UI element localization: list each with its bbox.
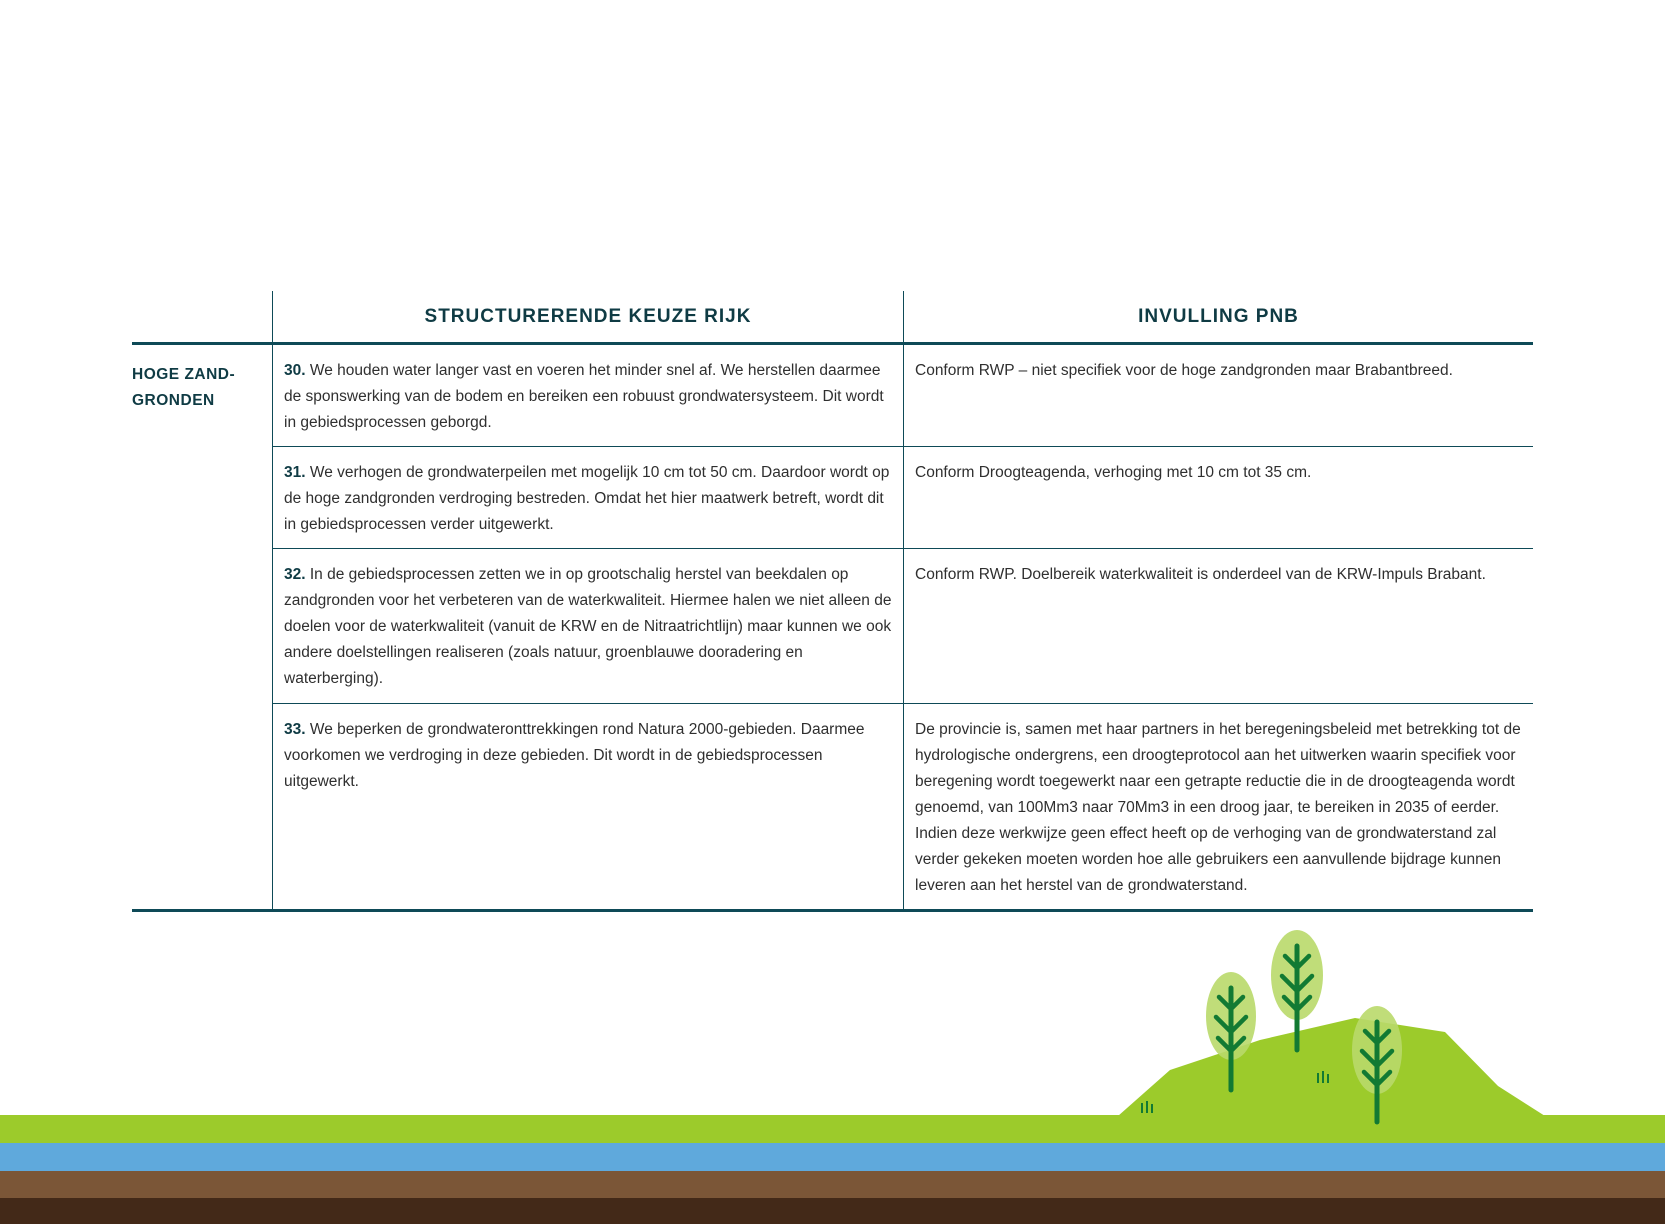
table-row xyxy=(273,704,1533,909)
deep-soil-strip xyxy=(0,1198,1665,1224)
pnb-cell: Conform RWP. Doelbereik waterkwaliteit is onderdeel van de KRW-Impuls Brabant. xyxy=(903,549,1533,703)
item-number: 33. xyxy=(284,721,306,738)
rijk-cell xyxy=(273,447,903,548)
soil-strip xyxy=(0,1171,1665,1198)
rijk-text: We verhogen de grondwaterpeilen met mogelijk 10 cm tot 50 cm. Daardoor wordt op de hoge zandgronden verdroging bestreden. Omdat het hier maatwerk betreft, wordt dit in gebiedsprocessen verder uitgewerkt. xyxy=(284,464,890,533)
comparison-table xyxy=(132,291,1533,912)
table-row xyxy=(273,447,1533,549)
table-header xyxy=(132,291,1533,345)
item-number: 30. xyxy=(284,362,306,379)
header-invulling-pnb: INVULLING PNB xyxy=(903,291,1533,342)
pnb-cell: Conform Droogteagenda, verhoging met 10 cm tot 35 cm. xyxy=(903,447,1533,548)
item-number: 32. xyxy=(284,566,306,583)
row-group-label xyxy=(132,345,272,909)
rijk-text: We houden water langer vast en voeren het minder snel af. We herstellen daarmee de sponswerking van de bodem en bereiken een robuust grondwatersysteem. Dit wordt in gebiedsprocessen geborgd. xyxy=(284,362,884,431)
pnb-cell: Conform RWP – niet specifiek voor de hoge zandgronden maar Brabantbreed. xyxy=(903,345,1533,446)
table-row xyxy=(273,549,1533,704)
table-body xyxy=(132,345,1533,912)
row-label-line-2: GRONDEN xyxy=(132,392,215,409)
table-row xyxy=(273,345,1533,447)
rijk-text: In de gebiedsprocessen zetten we in op grootschalig herstel van beekdalen op zandgronden voor het verbeteren van de waterkwaliteit. Hiermee halen we niet alleen de doelen voor de waterkwaliteit (vanuit de KRW en de Nitraatrichtlijn) maar kunnen we ook andere doelstellingen realiseren (zoals natuur, groenblauwe dooradering en waterberging). xyxy=(284,566,892,687)
rijk-cell xyxy=(273,345,903,446)
grass-strip xyxy=(0,1115,1665,1143)
header-structurerende-keuze-rijk: STRUCTURERENDE KEUZE RIJK xyxy=(272,291,903,342)
rijk-cell xyxy=(273,549,903,703)
water-strip xyxy=(0,1143,1665,1171)
rijk-cell xyxy=(273,704,903,909)
hill-shape xyxy=(1118,1018,1545,1116)
table-rows xyxy=(272,345,1533,909)
pnb-cell: De provincie is, samen met haar partners in het beregeningsbeleid met betrekking tot de hydrologische ondergrens, een droogteprotocol aan het uitwerken waarin specifiek voor beregening wordt toegewerkt naar een getrapte reductie die in de droogteagenda wordt genoemd, van 100Mm3 naar 70Mm3 in een droog jaar, te bereiken in 2035 of eerder. Indien deze werkwijze geen effect heeft op de verhoging van de grondwaterstand zal verder gekeken moeten worden hoe alle gebruikers een aanvullende bijdrage kunnen leveren aan het herstel van de grondwaterstand. xyxy=(903,704,1533,909)
item-number: 31. xyxy=(284,464,306,481)
landscape-illustration xyxy=(0,920,1665,1224)
row-label-line-1: HOGE ZAND- xyxy=(132,366,236,383)
header-empty-cell xyxy=(132,291,272,342)
rijk-text: We beperken de grondwateronttrekkingen rond Natura 2000-gebieden. Daarmee voorkomen we verdroging in deze gebieden. Dit wordt in de gebiedsprocessen uitgewerkt. xyxy=(284,721,865,790)
